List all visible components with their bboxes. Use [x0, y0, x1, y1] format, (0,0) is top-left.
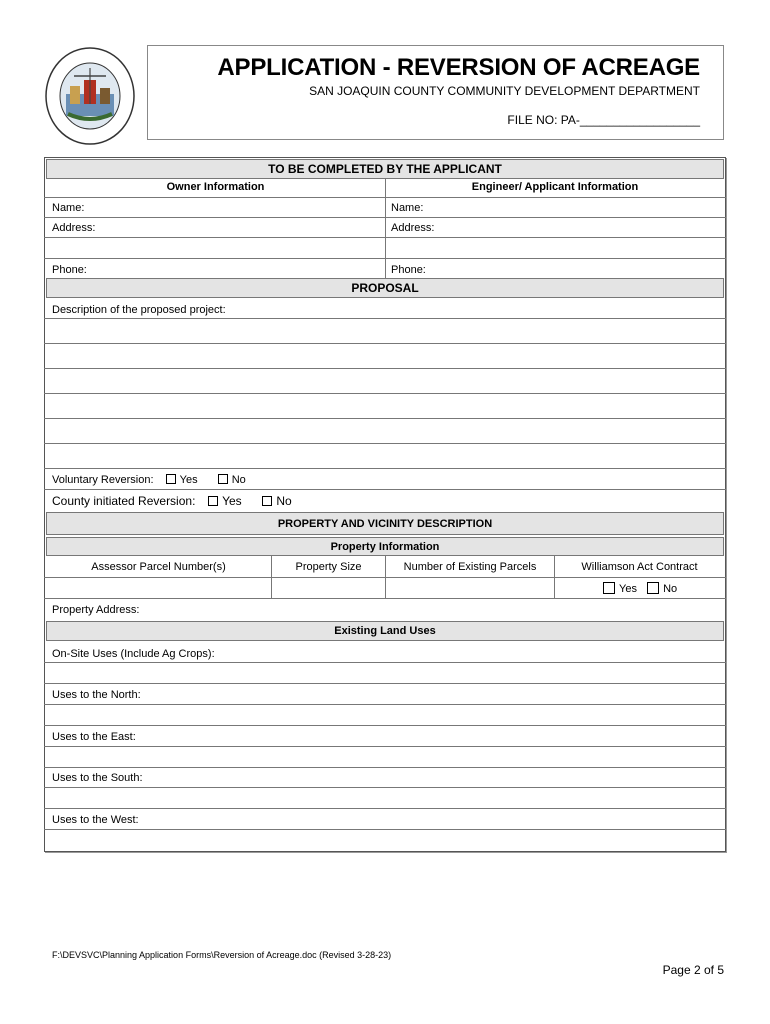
williamson-no-checkbox[interactable] [647, 582, 659, 594]
property-vicinity-header: PROPERTY AND VICINITY DESCRIPTION [46, 512, 724, 535]
apn-field[interactable] [46, 578, 270, 597]
engineer-phone-label: Phone: [391, 264, 426, 276]
voluntary-yes-checkbox[interactable] [166, 474, 176, 484]
onsite-uses-label: On-Site Uses (Include Ag Crops): [52, 648, 215, 660]
north-uses-field[interactable] [46, 705, 724, 724]
north-uses-label: Uses to the North: [52, 689, 141, 701]
county-no-checkbox[interactable] [262, 496, 272, 506]
existing-parcels-column-header: Number of Existing Parcels [403, 561, 537, 573]
engineer-info-header: Engineer/ Applicant Information [471, 181, 639, 193]
engineer-address-field[interactable] [440, 219, 720, 257]
property-address-field[interactable] [146, 600, 722, 618]
williamson-yes-checkbox[interactable] [603, 582, 615, 594]
file-number: FILE NO: PA-__________________ [507, 113, 700, 127]
owner-name-field[interactable] [100, 199, 382, 217]
owner-address-label: Address: [52, 222, 96, 234]
west-uses-field[interactable] [46, 830, 724, 849]
south-uses-label: Uses to the South: [52, 772, 143, 784]
engineer-name-field[interactable] [430, 199, 720, 217]
williamson-no-label: No [663, 583, 678, 595]
page-number: Page 2 of 5 [662, 963, 724, 977]
applicant-section-header: TO BE COMPLETED BY THE APPLICANT [46, 159, 724, 179]
owner-phone-field[interactable] [100, 260, 382, 278]
county-reversion-label: County initiated Reversion: [52, 494, 196, 508]
voluntary-no-label: No [231, 474, 246, 486]
existing-land-uses-header: Existing Land Uses [46, 621, 724, 641]
apn-column-header: Assessor Parcel Number(s) [91, 561, 226, 573]
property-address-label: Property Address: [52, 604, 140, 616]
williamson-options [603, 582, 677, 595]
engineer-address-label: Address: [391, 222, 435, 234]
owner-phone-label: Phone: [52, 264, 87, 276]
south-uses-field[interactable] [46, 788, 724, 807]
engineer-name-label: Name: [391, 202, 424, 214]
owner-name-label: Name: [52, 202, 85, 214]
county-seal [44, 46, 136, 146]
property-info-header: Property Information [46, 537, 724, 556]
county-no-label: No [276, 494, 292, 508]
voluntary-yes-label: Yes [179, 474, 198, 486]
property-size-field[interactable] [272, 578, 384, 597]
property-size-column-header: Property Size [295, 561, 362, 573]
owner-info-header: Owner Information [166, 181, 265, 193]
voluntary-reversion-label: Voluntary Reversion: [52, 474, 154, 486]
owner-address-field[interactable] [104, 219, 382, 257]
form-title: APPLICATION - REVERSION OF ACREAGE [217, 54, 700, 81]
voluntary-reversion-row [52, 474, 246, 486]
county-yes-label: Yes [222, 494, 242, 508]
voluntary-no-checkbox[interactable] [218, 474, 228, 484]
engineer-phone-field[interactable] [436, 260, 720, 278]
existing-parcels-field[interactable] [386, 578, 553, 597]
description-label: Description of the proposed project: [52, 304, 226, 316]
county-yes-checkbox[interactable] [208, 496, 218, 506]
proposal-header: PROPOSAL [46, 278, 724, 298]
county-reversion-row [52, 494, 292, 508]
east-uses-label: Uses to the East: [52, 731, 136, 743]
west-uses-label: Uses to the West: [52, 814, 139, 826]
williamson-column-header: Williamson Act Contract [581, 561, 698, 573]
footer-file-path: F:\DEVSVC\Planning Application Forms\Reversion of Acreage.doc (Revised 3-28-23) [52, 950, 392, 960]
onsite-uses-field[interactable] [46, 663, 724, 682]
department-name: SAN JOAQUIN COUNTY COMMUNITY DEVELOPMENT DEPARTMENT [309, 84, 700, 98]
williamson-yes-label: Yes [619, 583, 637, 595]
east-uses-field[interactable] [46, 747, 724, 766]
